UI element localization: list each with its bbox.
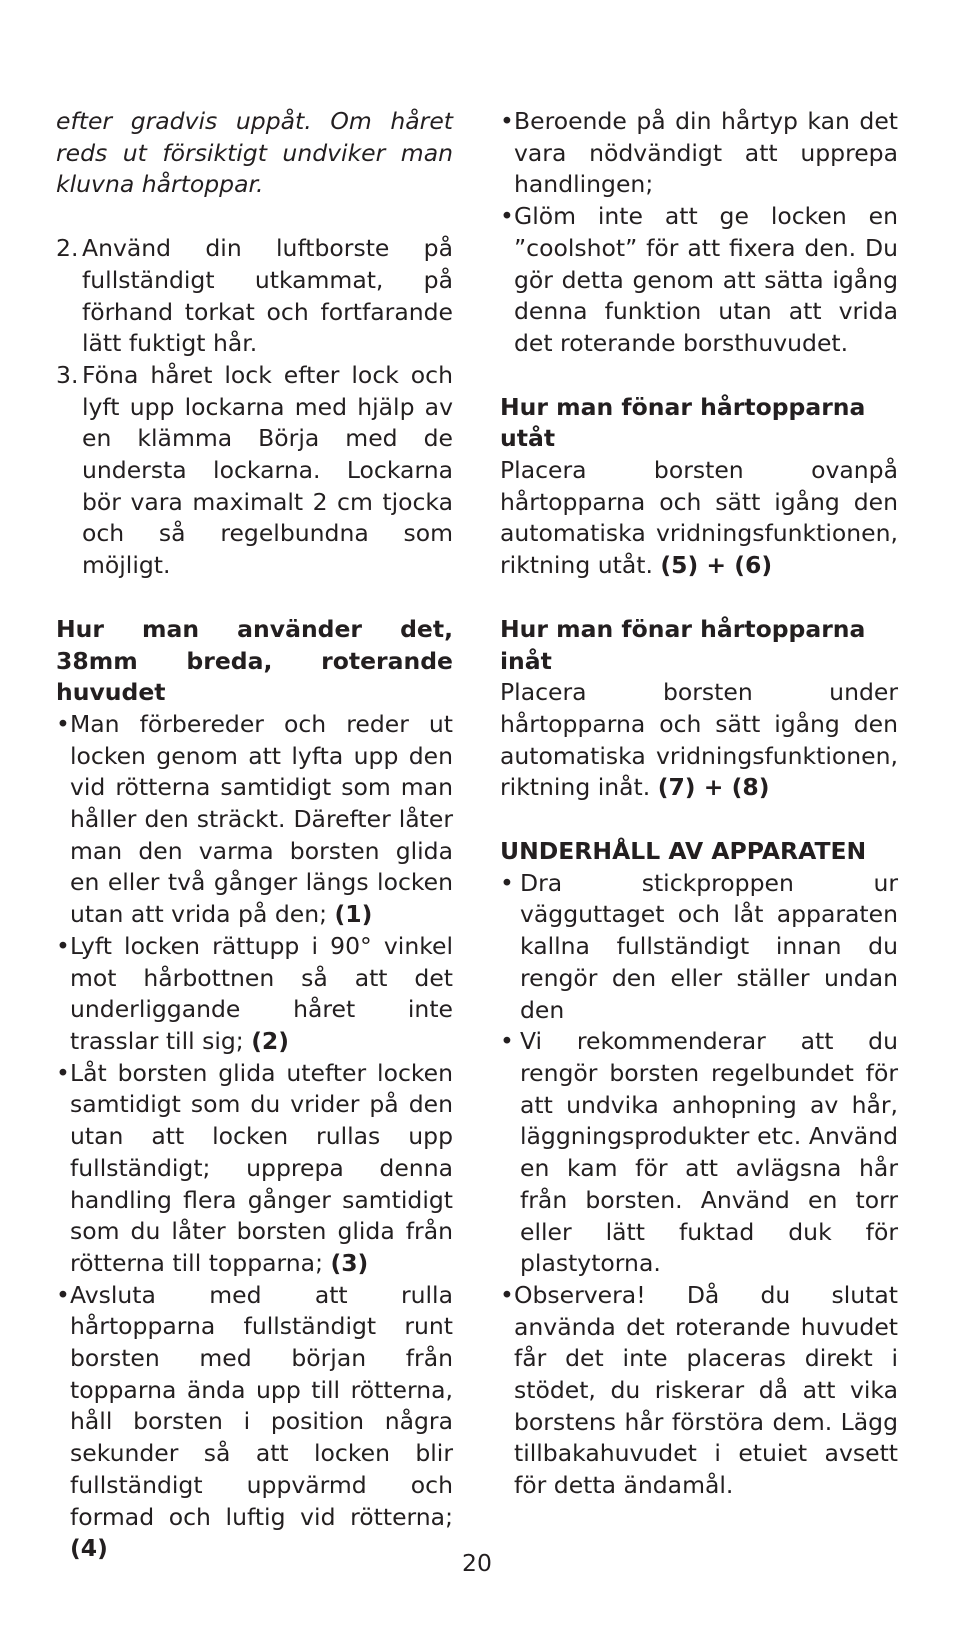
- section-heading-maintenance: UNDERHÅLL AV APPARATEN: [500, 837, 867, 866]
- bullet-text: Dra stickproppen ur vägguttaget och låt apparaten kallna fullständigt innan du rengör den eller ställer undan den: [520, 868, 898, 1024]
- bullet-marker: •: [56, 1280, 70, 1309]
- section-heading-rotating-head: Hur man använder det, 38mm breda, roterande huvudet: [56, 614, 453, 707]
- inward-paragraph: [500, 677, 898, 804]
- bullet-item: [56, 1280, 453, 1565]
- outward-text: Placera borsten ovanpå hårtopparna och sätt igång den automatiska vridningsfunktionen, riktning utåt.: [500, 456, 898, 580]
- bullet-text: Observera! Då du slutat använda det roterande huvudet får det inte placeras direkt i stödet, du riskerar då att vika borstens hår förstöra dem. Lägg tillbakahuvudet i etuiet avsett för detta ändamål.: [514, 1280, 898, 1500]
- spacer: [56, 582, 453, 614]
- step-number: 2.: [56, 234, 79, 263]
- bullet-marker: •: [500, 1027, 514, 1056]
- spacer: [500, 582, 898, 614]
- step-number: 3.: [56, 360, 79, 389]
- bullet-item: [56, 1058, 453, 1280]
- bullet-item: [500, 868, 898, 1027]
- outward-paragraph: [500, 455, 898, 582]
- bullet-item: [56, 931, 453, 1058]
- figure-ref: (2): [251, 1026, 290, 1055]
- numbered-step-2: [56, 233, 453, 360]
- bullet-text: Avsluta med att rulla hårtopparna fullständigt runt borsten med början från topparna ända upp till rötterna, håll borsten i position några sekunder så att locken blir fullständigt uppvärmd och formad och luftig vid rötterna;: [70, 1280, 453, 1531]
- figure-ref: (4): [70, 1534, 108, 1563]
- bullet-marker: •: [500, 107, 514, 135]
- bullet-item: [500, 106, 898, 201]
- figure-ref: (1): [334, 900, 373, 929]
- bullet-marker: •: [500, 868, 514, 897]
- step-text: Föna håret lock efter lock och lyft upp lockarna med hjälp av en klämma Börja med de understa lockarna. Lockarna bör vara maximalt 2 cm tjocka och så regelbundna som möjligt.: [82, 360, 453, 580]
- right-column: [500, 106, 898, 1502]
- step-text: Använd din luftborste på fullständigt utkammat, på förhand torkat och fortfarande lätt fuktigt hår.: [82, 234, 453, 358]
- figure-ref: (3): [330, 1248, 369, 1277]
- spacer: [500, 804, 898, 836]
- bullet-text: Beroende på din hårtyp kan det vara nödvändigt att upprepa handlingen;: [514, 107, 898, 199]
- bullet-marker: •: [56, 709, 70, 738]
- bullet-text: Man förbereder och reder ut locken genom att lyfta upp den vid rötterna samtidigt som man håller den sträckt. Därefter låter man den varma borsten glida en eller två gånger längs locken utan att vrida på den;: [70, 709, 453, 929]
- bullet-text: Låt borsten glida utefter locken samtidigt som du vrider på den utan att locken rullas upp fullständigt; upprepa denna handling flera gånger samtidigt som du låter borsten glida från rötterna till topparna;: [70, 1058, 453, 1277]
- bullet-marker: •: [56, 931, 70, 960]
- bullet-item: [500, 1026, 898, 1280]
- bullet-marker: •: [56, 1058, 70, 1087]
- left-column: [56, 106, 453, 1565]
- bullet-text: Vi rekommenderar att du rengör borsten regelbundet för att undvika anhopning av hår, läggningsprodukter etc. Använd en kam för att avlägsna hår från borsten. Använd en torr eller lätt fuktad duk för plastytorna.: [520, 1027, 898, 1278]
- spacer: [500, 360, 898, 392]
- numbered-step-3: [56, 360, 453, 582]
- bullet-marker: •: [500, 202, 514, 231]
- section-heading-inward: Hur man fönar hårtopparna inåt: [500, 614, 866, 675]
- bullet-item: [500, 201, 898, 360]
- intro-paragraph: efter gradvis uppåt. Om håret reds ut försiktigt undviker man kluvna hårtoppar.: [56, 107, 453, 199]
- bullet-item: [56, 709, 453, 931]
- figure-ref: (5) + (6): [660, 551, 773, 580]
- bullet-text: Lyft locken rättupp i 90° vinkel mot hårbottnen så att det underliggande håret inte trasslar till sig;: [70, 931, 453, 1055]
- figure-ref: (7) + (8): [657, 773, 770, 802]
- page-number: 20: [462, 1549, 492, 1577]
- inward-text: Placera borsten under hårtopparna och sätt igång den automatiska vridningsfunktionen, riktning inåt.: [500, 678, 898, 802]
- spacer: [56, 201, 453, 233]
- bullet-marker: •: [500, 1280, 514, 1309]
- bullet-item: [500, 1280, 898, 1502]
- bullet-text: Glöm inte att ge locken en ”coolshot” för att fixera den. Du gör detta genom att sätta igång denna funktion utan att vrida det roterande borsthuvudet.: [514, 202, 898, 357]
- section-heading-outward: Hur man fönar hårtopparna utåt: [500, 392, 866, 453]
